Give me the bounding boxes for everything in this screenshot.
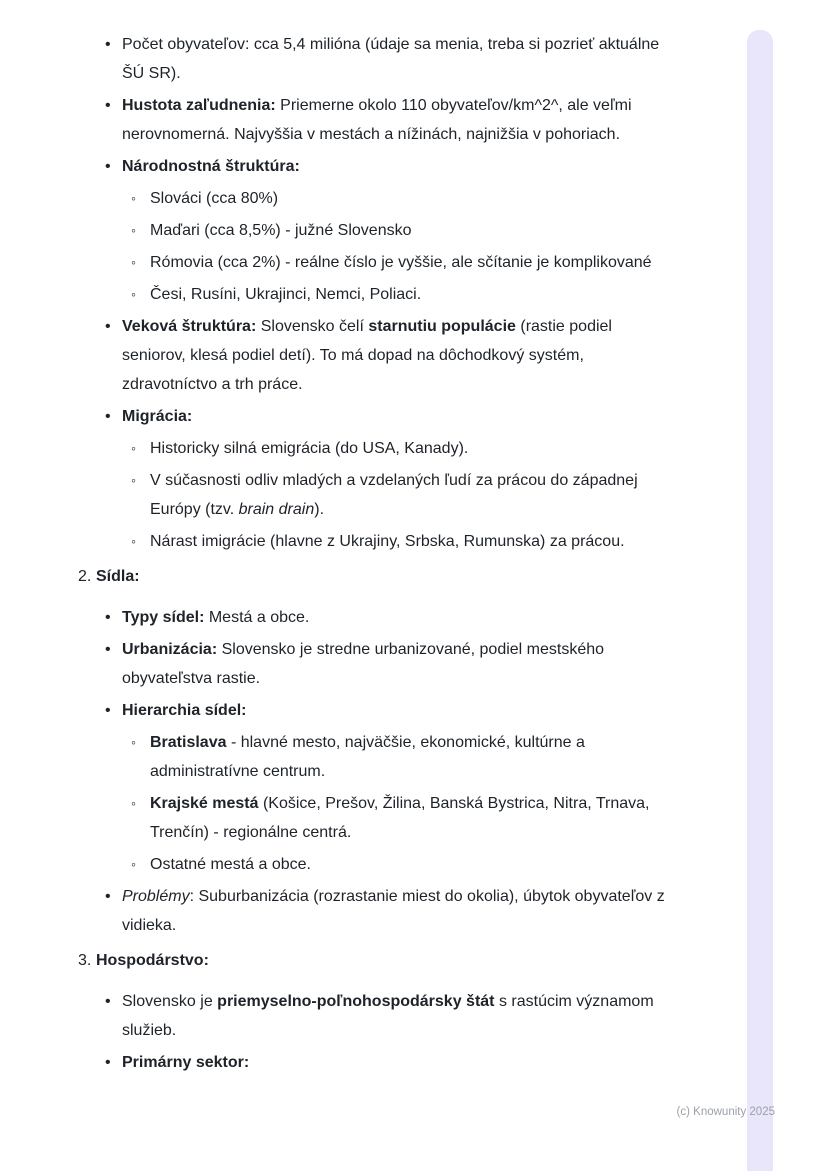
text-segment: (Košice, Prešov, Žilina, Banská Bystrica, Nitra, Trnava, Trenčín) - regionálne centrá. <box>150 795 650 841</box>
list-item-text <box>122 987 666 1045</box>
text-segment: Rómovia (cca 2%) - reálne číslo je vyššie, ale sčítanie je komplikované <box>150 254 652 271</box>
text-segment: Slovensko je <box>122 993 218 1010</box>
text-segment: Typy sídel: <box>122 609 205 626</box>
list-item-text <box>150 789 666 847</box>
bullet-icon: • <box>105 97 111 114</box>
text-segment: Slováci (cca 80%) <box>150 190 279 207</box>
list-item-text <box>96 946 666 975</box>
list-item-text <box>150 280 666 309</box>
list-item <box>78 789 666 847</box>
bullet-icon: ◦ <box>131 472 136 488</box>
text-segment: Hustota zaľudnenia: <box>122 97 276 114</box>
bullet-icon: ◦ <box>131 533 136 549</box>
list-item-text <box>122 402 666 431</box>
text-segment: Hierarchia sídel: <box>122 702 247 719</box>
list-item-text <box>122 152 666 181</box>
list-item-text <box>122 30 666 88</box>
list-item <box>78 216 666 245</box>
text-segment: Mestá a obce. <box>204 609 310 626</box>
text-segment: Počet obyvateľov: cca 5,4 milióna (údaje sa menia, treba si pozrieť aktuálne ŠÚ SR). <box>122 36 660 82</box>
text-segment: Slovensko čelí <box>256 318 369 335</box>
list-item <box>78 280 666 309</box>
list-item-text <box>150 728 666 786</box>
bullet-icon: ◦ <box>131 856 136 872</box>
text-segment: Ostatné mestá a obce. <box>150 856 311 873</box>
list-item <box>78 696 666 725</box>
list-item <box>78 466 666 524</box>
list-item <box>78 882 666 940</box>
list-item <box>78 248 666 277</box>
bullet-icon: ◦ <box>131 190 136 206</box>
bullet-icon: ◦ <box>131 734 136 750</box>
list-item <box>78 184 666 213</box>
text-segment: Maďari (cca 8,5%) - južné Slovensko <box>150 222 412 239</box>
list-item <box>78 152 666 181</box>
bullet-icon: • <box>105 888 111 905</box>
list-item <box>78 603 666 632</box>
text-segment: Sídla: <box>96 568 140 585</box>
list-item <box>78 312 666 399</box>
text-segment: Bratislava <box>150 734 227 751</box>
list-item <box>78 987 666 1045</box>
text-segment: (rastie podiel seniorov, klesá podiel detí). To má dopad na dôchodkový systém, zdravotníctvo a trh práce. <box>122 318 612 393</box>
list-item <box>78 635 666 693</box>
text-segment: brain drain <box>238 501 315 518</box>
list-item <box>78 850 666 879</box>
bullet-icon: • <box>105 702 111 719</box>
document-content <box>78 30 666 1080</box>
bullet-icon: • <box>105 318 111 335</box>
text-segment: : Suburbanizácia (rozrastanie miest do okolia), úbytok obyvateľov z vidieka. <box>122 888 665 934</box>
text-segment: priemyselno-poľnohospodársky štát <box>217 993 495 1010</box>
list-item-text <box>122 696 666 725</box>
list-item-text <box>150 850 666 879</box>
bullet-icon: • <box>105 1054 111 1071</box>
text-segment: V súčasnosti odliv mladých a vzdelaných ľudí za prácou do západnej Európy (tzv. <box>150 472 638 518</box>
list-item-text <box>96 562 666 591</box>
text-segment: - hlavné mesto, najväčšie, ekonomické, kultúrne a administratívne centrum. <box>150 734 585 780</box>
text-segment: Primárny sektor: <box>122 1054 250 1071</box>
list-item-text <box>150 216 666 245</box>
list-item <box>78 1048 666 1077</box>
list-item-text <box>150 184 666 213</box>
list-item <box>78 527 666 556</box>
list-item <box>78 434 666 463</box>
list-item-text <box>150 466 666 524</box>
list-item <box>78 91 666 149</box>
watermark: (c) Knowunity 2025 <box>676 1106 775 1118</box>
text-segment: Slovensko je stredne urbanizované, podiel mestského obyvateľstva rastie. <box>122 641 605 687</box>
number-label: 2. <box>78 568 92 585</box>
bullet-icon: ◦ <box>131 254 136 270</box>
number-label: 3. <box>78 952 92 969</box>
text-segment: Hospodárstvo: <box>96 952 209 969</box>
list-item <box>78 30 666 88</box>
bullet-icon: ◦ <box>131 440 136 456</box>
list-item-text <box>122 882 666 940</box>
text-segment: Veková štruktúra: <box>122 318 257 335</box>
list-item <box>78 402 666 431</box>
text-segment: starnutiu populácie <box>368 318 516 335</box>
text-segment: Česi, Rusíni, Ukrajinci, Nemci, Poliaci. <box>150 286 422 303</box>
bullet-icon: • <box>105 993 111 1010</box>
list-item-text <box>150 527 666 556</box>
scrollbar-track[interactable] <box>747 30 773 1171</box>
bullet-icon: • <box>105 408 111 425</box>
bullet-icon: ◦ <box>131 286 136 302</box>
text-segment: Nárast imigrácie (hlavne z Ukrajiny, Srbska, Rumunska) za prácou. <box>150 533 625 550</box>
bullet-icon: • <box>105 609 111 626</box>
list-item <box>78 562 666 591</box>
list-item <box>78 728 666 786</box>
text-segment: ). <box>314 501 325 518</box>
text-segment: Krajské mestá <box>150 795 259 812</box>
bullet-icon: • <box>105 158 111 175</box>
text-segment: Urbanizácia: <box>122 641 218 658</box>
bullet-icon: • <box>105 641 111 658</box>
list-item-text <box>122 603 666 632</box>
list-item-text <box>122 312 666 399</box>
list-item-text <box>122 1048 666 1077</box>
text-segment: Priemerne okolo 110 obyvateľov/km^2^, ale veľmi nerovnomerná. Najvyššia v mestách a nížinách, najnižšia v pohoriach. <box>122 97 632 143</box>
list-item <box>78 946 666 975</box>
bullet-icon: ◦ <box>131 222 136 238</box>
text-segment: Migrácia: <box>122 408 193 425</box>
list-item-text <box>122 635 666 693</box>
list-item-text <box>150 434 666 463</box>
list-item-text <box>122 91 666 149</box>
text-segment: s rastúcim významom služieb. <box>122 993 654 1039</box>
text-segment: Problémy <box>122 888 190 905</box>
text-segment: Historicky silná emigrácia (do USA, Kanady). <box>150 440 469 457</box>
text-segment: Národnostná štruktúra: <box>122 158 300 175</box>
bullet-icon: • <box>105 36 111 53</box>
list-item-text <box>150 248 666 277</box>
bullet-icon: ◦ <box>131 795 136 811</box>
